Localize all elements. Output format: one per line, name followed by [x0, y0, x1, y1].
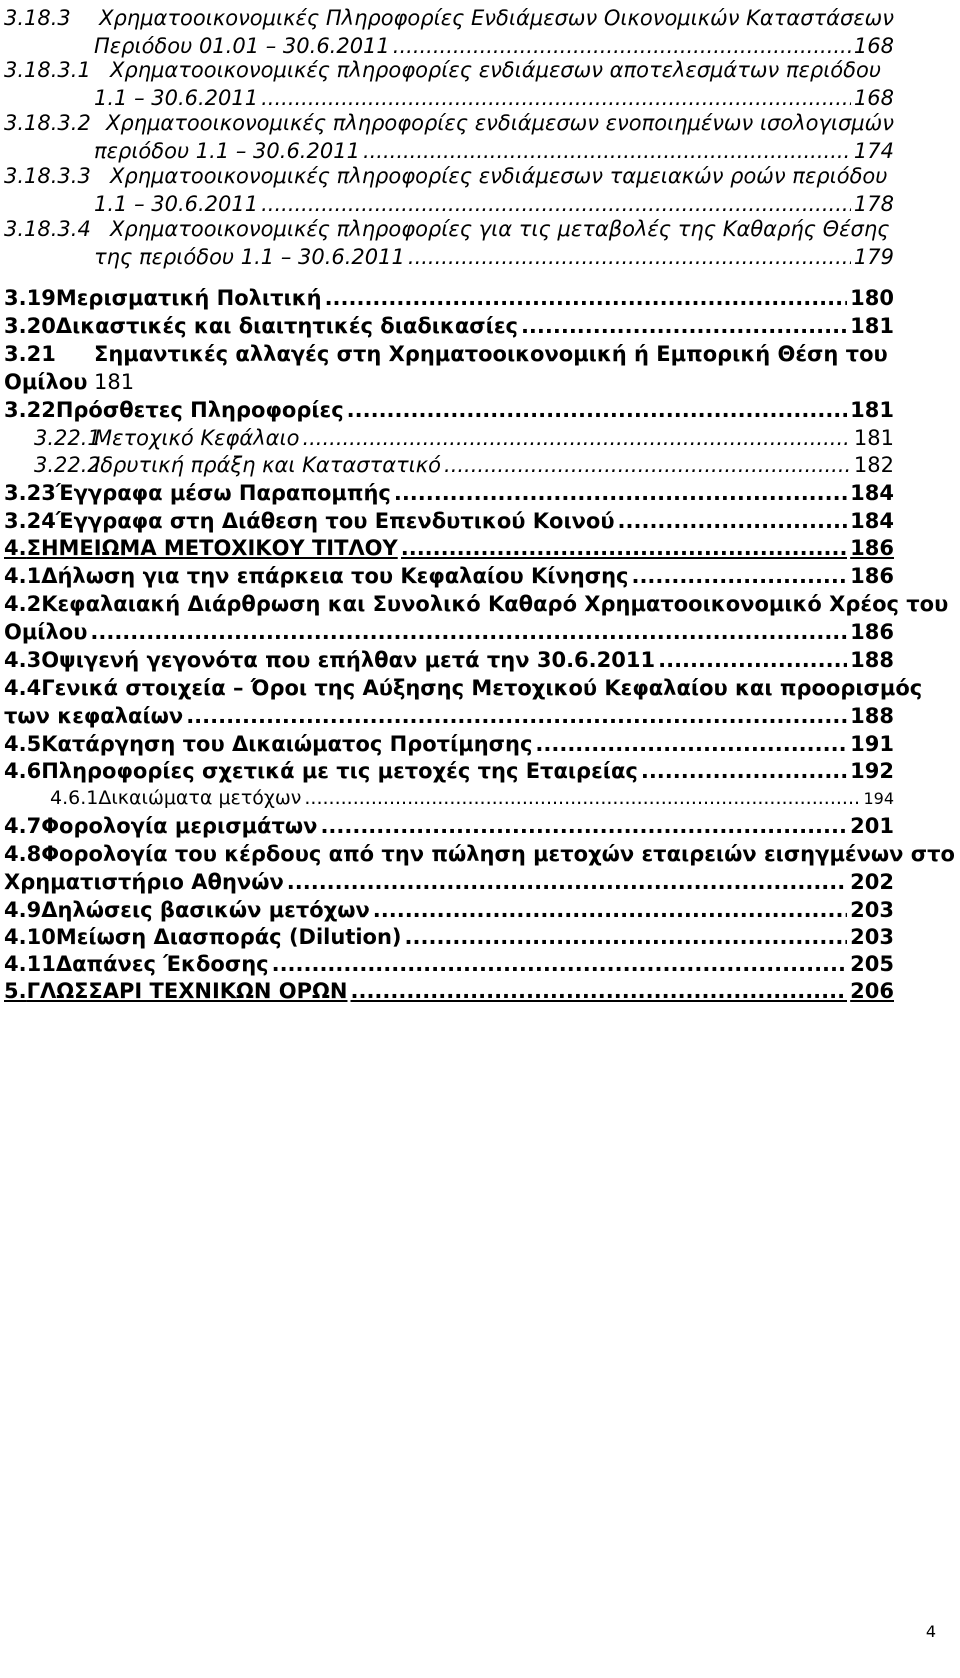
toc-page-number: 192: [850, 759, 894, 783]
toc-entry-number: 3.22: [4, 398, 56, 422]
toc-page-number: 181: [850, 398, 894, 422]
toc-page-number: 180: [850, 286, 894, 310]
toc-page-number: 202: [850, 870, 894, 894]
toc-page-number: 201: [850, 814, 894, 838]
toc-page-number: 186: [850, 564, 894, 588]
toc-entry-number: 4.2: [4, 592, 42, 616]
toc-entry[interactable]: [4, 312, 894, 340]
toc-page-number: 181: [853, 426, 894, 450]
toc-entry-title-cont: των κεφαλαίων: [4, 704, 184, 728]
dot-leader: [618, 507, 848, 535]
toc-entry-title: Έγγραφα μέσω Παραπομπής: [55, 481, 391, 505]
toc-entry-title-cont: περιόδου 1.1 – 30.6.2011: [94, 139, 360, 163]
toc-entry-number: 4.8: [4, 842, 42, 866]
toc-page-number: 203: [850, 925, 894, 949]
page-number: 4: [925, 1622, 936, 1641]
dot-leader: [405, 923, 848, 951]
toc-entry-title: Μείωση Διασποράς (Dilution): [55, 925, 402, 949]
toc-entry-title-cont: Περιόδου 01.01 – 30.6.2011: [94, 34, 390, 58]
toc-entry-number: 3.22.1: [34, 426, 101, 450]
toc-page-number: 174: [853, 139, 894, 163]
dot-leader: [401, 534, 847, 562]
toc-entry-number: 4.5: [4, 732, 42, 756]
toc-entry-title: Ιδρυτική πράξη και Καταστατικό: [94, 453, 442, 477]
toc-entry[interactable]: [4, 396, 894, 424]
toc-entry-number: 3.18.3.1: [4, 58, 91, 82]
toc-entry-title: Μερισματική Πολιτική: [55, 286, 322, 310]
toc-entry-title-cont: της περιόδου 1.1 – 30.6.2011: [94, 245, 405, 269]
toc-entry[interactable]: [4, 284, 894, 312]
toc-entry[interactable]: [4, 674, 923, 730]
dot-leader: [394, 479, 847, 507]
toc-page-number: 188: [850, 704, 894, 728]
toc-entry-title: Φορολογία μερισμάτων: [41, 814, 318, 838]
toc-page-number: 181: [94, 370, 135, 394]
toc-entry[interactable]: [4, 562, 894, 590]
toc-entry[interactable]: [4, 162, 894, 218]
toc-entry[interactable]: [4, 56, 894, 112]
toc-entry-title: Κεφαλαιακή Διάρθρωση και Συνολικό Καθαρό Χρηματοοικονομικό Χρέος του: [41, 592, 949, 616]
dot-leader: [350, 977, 847, 1005]
dot-leader: [521, 312, 847, 340]
toc-entry-title: Οψιγενή γεγονότα που επήλθαν μετά την 30.6.2011: [41, 648, 656, 672]
toc-entry[interactable]: [4, 896, 894, 924]
toc-entry-title: Σημαντικές αλλαγές στη Χρηματοοικονομική ή Εμπορική Θέση του: [94, 342, 888, 366]
toc-entry-number: 3.18.3: [4, 6, 71, 30]
toc-entry-number: 4.6.1: [50, 787, 99, 809]
toc-page-number: 188: [850, 648, 894, 672]
toc-entry-title: Δαπάνες Έκδοσης: [55, 952, 269, 976]
toc-entry-title: Φορολογία του κέρδους από την πώληση μετοχών εταιρειών εισηγμένων στο: [41, 842, 955, 866]
toc-entry[interactable]: [4, 757, 894, 785]
toc-entry-title-cont: 1.1 – 30.6.2011: [94, 86, 259, 110]
toc-page-number: 205: [850, 952, 894, 976]
toc-entry-title: Πρόσθετες Πληροφορίες: [55, 398, 344, 422]
toc-entry[interactable]: [4, 507, 894, 535]
dot-leader: [408, 243, 851, 271]
toc-entry-title-cont: Ομίλου: [4, 370, 88, 394]
toc-page-number: 194: [863, 789, 894, 808]
toc-entry-title-cont: Χρηματιστήριο Αθηνών: [4, 870, 284, 894]
toc-entry-title-cont: 1.1 – 30.6.2011: [94, 192, 259, 216]
toc-entry-title: Χρηματοοικονομικές πληροφορίες ενδιάμεσων ταμειακών ροών περιόδου: [110, 164, 888, 188]
toc-page-number: 186: [850, 620, 894, 644]
toc-entry-title: Χρηματοοικονομικές πληροφορίες ενδιάμεσων αποτελεσμάτων περιόδου: [110, 58, 881, 82]
dot-leader: [302, 424, 850, 452]
toc-entry[interactable]: [4, 479, 894, 507]
toc-entry-number: 3.23: [4, 481, 56, 505]
toc-entry-number: 5.: [4, 979, 27, 1003]
toc-entry[interactable]: [4, 646, 894, 674]
toc-entry-number: 3.18.3.3: [4, 164, 91, 188]
toc-entry-title: Έγγραφα στη Διάθεση του Επενδυτικού Κοινού: [55, 509, 615, 533]
toc-page-number: 181: [850, 314, 894, 338]
toc-entry[interactable]: [4, 215, 894, 271]
toc-entry-title: Δικαστικές και διαιτητικές διαδικασίες: [55, 314, 518, 338]
toc-entry-number: 4.11: [4, 952, 56, 976]
toc-entry-title: Χρηματοοικονομικές Πληροφορίες Ενδιάμεσων Οικονομικών Καταστάσεων: [99, 6, 894, 30]
dot-leader: [658, 646, 847, 674]
toc-entry-number: 3.18.3.2: [4, 111, 91, 135]
toc-entry-title: Χρηματοοικονομικές πληροφορίες για τις μεταβολές της Καθαρής Θέσης: [110, 217, 890, 241]
dot-leader: [272, 950, 848, 978]
toc-entry[interactable]: [4, 340, 894, 396]
toc-page-number: 184: [850, 509, 894, 533]
toc-entry[interactable]: [4, 812, 894, 840]
dot-leader: [186, 702, 847, 730]
toc-entry[interactable]: [34, 451, 894, 479]
dot-leader: [363, 137, 851, 165]
dot-leader: [631, 562, 847, 590]
dot-leader: [90, 618, 847, 646]
toc-entry-number: 3.24: [4, 509, 56, 533]
toc-entry-number: 3.18.3.4: [4, 217, 91, 241]
dot-leader: [261, 84, 851, 112]
toc-entry[interactable]: [34, 424, 894, 452]
toc-entry-title: Κατάργηση του Δικαιώματος Προτίμησης: [41, 732, 533, 756]
toc-entry-title: Δήλωση για την επάρκεια του Κεφαλαίου Κίνησης: [41, 564, 629, 588]
toc-entry-number: 4.6: [4, 759, 42, 783]
toc-entry-number: 3.22.2: [34, 453, 101, 477]
toc-page-number: 179: [853, 245, 894, 269]
toc-page-number: 182: [853, 453, 894, 477]
toc-entry-title: Δηλώσεις βασικών μετόχων: [41, 898, 370, 922]
toc-entry[interactable]: [4, 4, 894, 60]
toc-entry-title: Πληροφορίες σχετικά με τις μετοχές της Εταιρείας: [41, 759, 638, 783]
dot-leader: [641, 757, 847, 785]
toc-page-number: 178: [853, 192, 894, 216]
dot-leader: [287, 868, 847, 896]
toc-entry[interactable]: [4, 730, 894, 758]
toc-entry-number: 3.19: [4, 286, 56, 310]
toc-entry[interactable]: [4, 840, 955, 896]
toc-page-number: 184: [850, 481, 894, 505]
toc-entry[interactable]: [4, 590, 949, 646]
toc-entry-number: 3.21: [4, 342, 56, 366]
dot-leader: [535, 730, 847, 758]
dot-leader: [261, 190, 851, 218]
toc-entry-title: Δικαιώματα μετόχων: [98, 787, 302, 809]
dot-leader: [347, 396, 847, 424]
toc-entry-number: 4.1: [4, 564, 42, 588]
dot-leader: [304, 784, 860, 812]
toc-entry-title-cont: Ομίλου: [4, 620, 88, 644]
toc-entry-title: Χρηματοοικονομικές πληροφορίες ενδιάμεσων ενοποιημένων ισολογισμών: [106, 111, 894, 135]
dot-leader: [444, 451, 851, 479]
toc-entry-number: 4.3: [4, 648, 42, 672]
toc-entry-title: Μετοχικό Κεφάλαιο: [94, 426, 300, 450]
toc-entry-title: ΓΛΩΣΣΑΡΙ ΤΕΧΝΙΚΩΝ ΟΡΩΝ: [26, 979, 348, 1003]
toc-page-number: 191: [850, 732, 894, 756]
toc-entry-number: 3.20: [4, 314, 56, 338]
toc-entry-number: 4.7: [4, 814, 42, 838]
toc-chapter-entry[interactable]: [4, 977, 894, 1005]
toc-entry-number: 4.4: [4, 676, 42, 700]
dot-leader: [320, 812, 847, 840]
dot-leader: [373, 896, 847, 924]
toc-entry[interactable]: [50, 784, 894, 813]
toc-page-number: 186: [850, 536, 894, 560]
toc-entry[interactable]: [4, 950, 894, 978]
toc-chapter-entry[interactable]: [4, 534, 894, 562]
toc-page-number: 168: [853, 34, 894, 58]
toc-entry[interactable]: [4, 923, 894, 951]
toc-entry[interactable]: [4, 109, 894, 165]
toc-page-number: 206: [850, 979, 894, 1003]
toc-entry-number: 4.: [4, 536, 27, 560]
toc-entry-number: 4.9: [4, 898, 42, 922]
toc-page-number: 203: [850, 898, 894, 922]
dot-leader: [325, 284, 848, 312]
toc-entry-title: Γενικά στοιχεία – Όροι της Αύξησης Μετοχικού Κεφαλαίου και προορισμός: [41, 676, 923, 700]
toc-entry-title: ΣΗΜΕΙΩΜΑ ΜΕΤΟΧΙΚΟΥ ΤΙΤΛΟΥ: [26, 536, 398, 560]
toc-entry-number: 4.10: [4, 925, 56, 949]
toc-page-number: 168: [853, 86, 894, 110]
